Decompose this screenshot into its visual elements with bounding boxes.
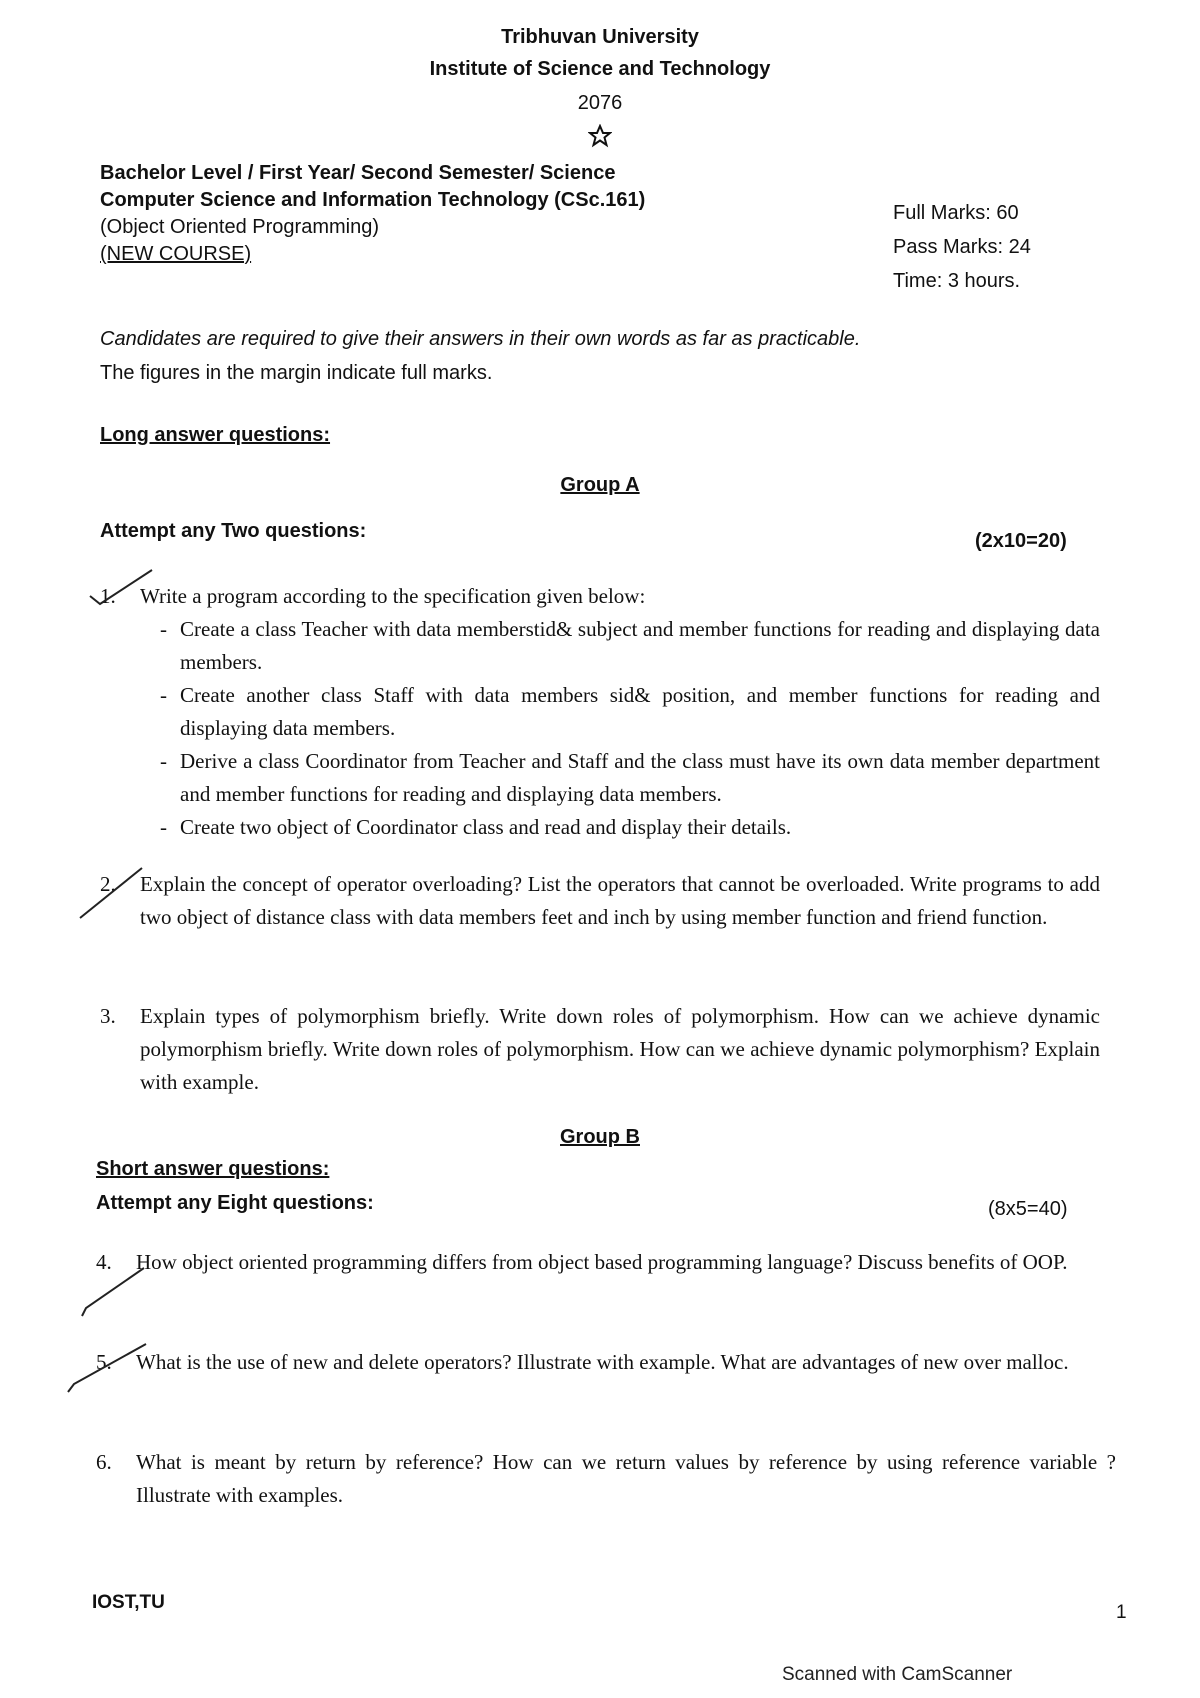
question-4-text: How object oriented programming differs from object based programming language? Discuss benefits of OOP.	[136, 1250, 1068, 1274]
group-b-attempt: Attempt any Eight questions:	[96, 1192, 374, 1214]
pass-marks: Pass Marks: 24	[893, 236, 1031, 258]
question-number: 1.	[100, 584, 116, 608]
group-a-title: Group A	[560, 474, 640, 496]
institute-name: Institute of Science and Technology	[429, 58, 771, 80]
footer-iost: IOST,TU	[92, 1592, 165, 1613]
instructions	[100, 322, 1100, 390]
instruction-line-2: The figures in the margin indicate full marks.	[100, 362, 493, 384]
full-marks: Full Marks: 60	[893, 202, 1019, 224]
question-5-text: What is the use of new and delete operators? Illustrate with example. What are advantages of new over malloc.	[136, 1350, 1069, 1374]
check-mark-icon	[78, 1264, 148, 1320]
question-number: 3.	[100, 1004, 116, 1028]
star-emblem-icon	[588, 124, 612, 148]
time-allowed: Time: 3 hours.	[893, 270, 1021, 292]
check-mark-icon	[86, 566, 156, 606]
instruction-line-1: Candidates are required to give their answers in their own words as far as practicable.	[100, 328, 861, 350]
course-info	[100, 160, 800, 268]
bullet-item: - Create two object of Coordinator class and read and display their details.	[160, 811, 1100, 844]
question-2-text: Explain the concept of operator overloading? List the operators that cannot be overloaded. Write programs to add two object of distance class with data members feet and inch by using member function and friend function.	[140, 872, 1100, 929]
question-4	[96, 1246, 1116, 1279]
bullet-item: - Create another class Staff with data members sid& position, and member functions for reading and displaying data members.	[160, 679, 1100, 745]
question-6-text: What is meant by return by reference? How can we return values by reference by using reference variable ? Illustrate with examples.	[136, 1450, 1116, 1507]
course-tag: (NEW COURSE)	[100, 243, 252, 265]
group-b-marks: (8x5=40)	[988, 1198, 1068, 1220]
question-2	[100, 868, 1100, 934]
question-number: 2.	[100, 872, 116, 896]
group-a-attempt: Attempt any Two questions:	[100, 520, 367, 542]
exam-year: 2076	[577, 92, 623, 114]
question-1-bullets	[100, 613, 1100, 844]
group-b-title: Group B	[560, 1126, 640, 1148]
question-number: 5.	[96, 1350, 112, 1374]
question-number: 4.	[96, 1250, 112, 1274]
check-mark-icon	[76, 862, 146, 922]
question-3-text: Explain types of polymorphism briefly. Write down roles of polymorphism. How can we achieve dynamic polymorphism briefly. Write down roles of polymorphism. How can we achieve dynamic polymorphism? Explain with example.	[140, 1004, 1100, 1094]
check-mark-icon	[64, 1340, 150, 1400]
question-6	[96, 1446, 1116, 1512]
question-3	[100, 1000, 1100, 1099]
group-a-marks: (2x10=20)	[975, 530, 1067, 552]
course-subject: (Object Oriented Programming)	[100, 216, 379, 238]
course-program: Computer Science and Information Technology (CSc.161)	[100, 189, 646, 211]
question-number: 6.	[96, 1450, 112, 1474]
question-5	[96, 1346, 1116, 1379]
marks-info	[893, 196, 1031, 298]
short-answer-heading: Short answer questions:	[96, 1158, 330, 1180]
question-1-intro: Write a program according to the specification given below:	[140, 584, 646, 608]
page-number: 1	[1116, 1602, 1127, 1623]
bullet-item: - Derive a class Coordinator from Teacher and Staff and the class must have its own data member department and member functions for reading and displaying data members.	[160, 745, 1100, 811]
question-1	[100, 580, 1100, 844]
bullet-item: - Create a class Teacher with data memberstid& subject and member functions for reading and displaying data members.	[160, 613, 1100, 679]
long-answer-heading: Long answer questions:	[100, 424, 331, 446]
university-name: Tribhuvan University	[501, 26, 699, 48]
course-level: Bachelor Level / First Year/ Second Semester/ Science	[100, 162, 616, 184]
scanner-watermark: Scanned with CamScanner	[782, 1664, 1013, 1685]
